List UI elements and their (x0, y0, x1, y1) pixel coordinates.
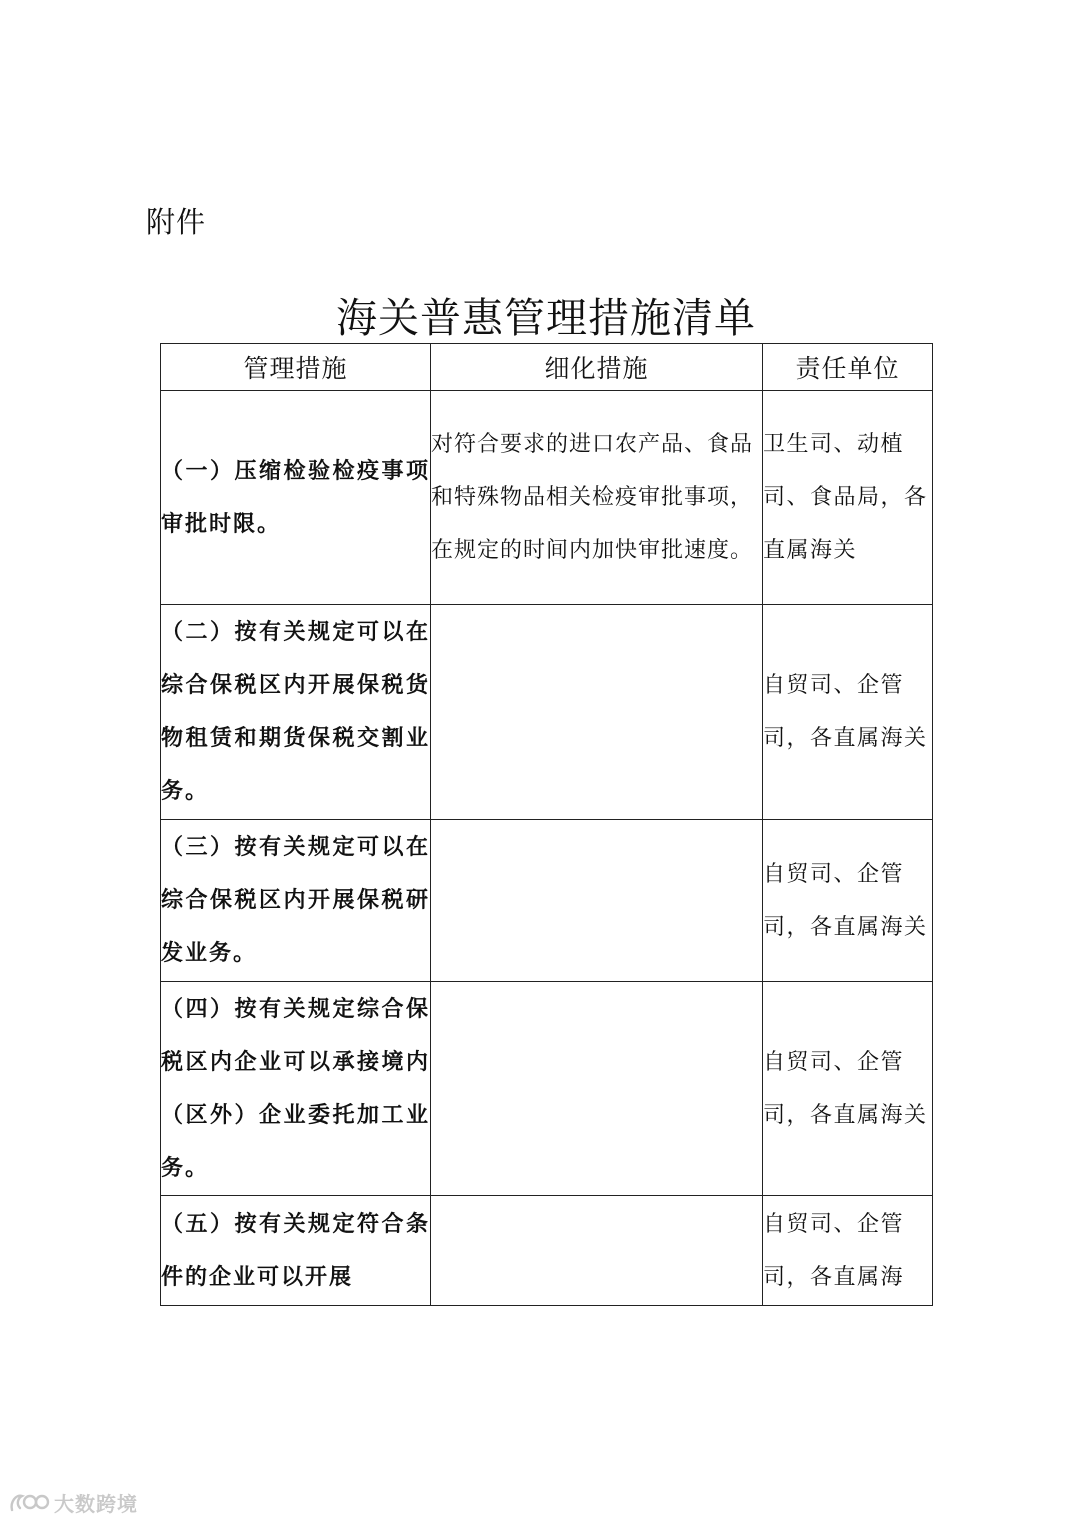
table-header-row (161, 344, 933, 391)
table-row (161, 605, 933, 820)
detail-cell (431, 820, 763, 982)
unit-cell: 自贸司、企管司，各直属海 (763, 1196, 933, 1306)
logo-icon (8, 1490, 50, 1514)
detail-cell (431, 982, 763, 1196)
attachment-label: 附件 (146, 205, 207, 239)
measure-cell: （一）压缩检验检疫事项审批时限。 (161, 391, 431, 605)
unit-cell: 自贸司、企管司，各直属海关 (763, 605, 933, 820)
measures-table (160, 343, 933, 1306)
column-header-detail: 细化措施 (431, 344, 763, 391)
table-row (161, 820, 933, 982)
table-row (161, 391, 933, 605)
table-row (161, 982, 933, 1196)
table-row (161, 1196, 933, 1306)
detail-cell (431, 1196, 763, 1306)
measure-cell: （四）按有关规定综合保税区内企业可以承接境内（区外）企业委托加工业务。 (161, 982, 431, 1196)
measure-cell: （三）按有关规定可以在综合保税区内开展保税研发业务。 (161, 820, 431, 982)
watermark (8, 1488, 138, 1516)
detail-cell (431, 605, 763, 820)
document-title: 海关普惠管理措施清单 (336, 294, 756, 342)
detail-cell: 对符合要求的进口农产品、食品和特殊物品相关检疫审批事项，在规定的时间内加快审批速度。 (431, 391, 763, 605)
watermark-text: 大数跨境 (54, 1491, 138, 1516)
column-header-unit: 责任单位 (763, 344, 933, 391)
unit-cell: 卫生司、动植司、食品局，各直属海关 (763, 391, 933, 605)
measure-cell: （五）按有关规定符合条件的企业可以开展 (161, 1196, 431, 1306)
measure-cell: （二）按有关规定可以在综合保税区内开展保税货物租赁和期货保税交割业务。 (161, 605, 431, 820)
unit-cell: 自贸司、企管司，各直属海关 (763, 982, 933, 1196)
unit-cell: 自贸司、企管司，各直属海关 (763, 820, 933, 982)
column-header-measure: 管理措施 (161, 344, 431, 391)
